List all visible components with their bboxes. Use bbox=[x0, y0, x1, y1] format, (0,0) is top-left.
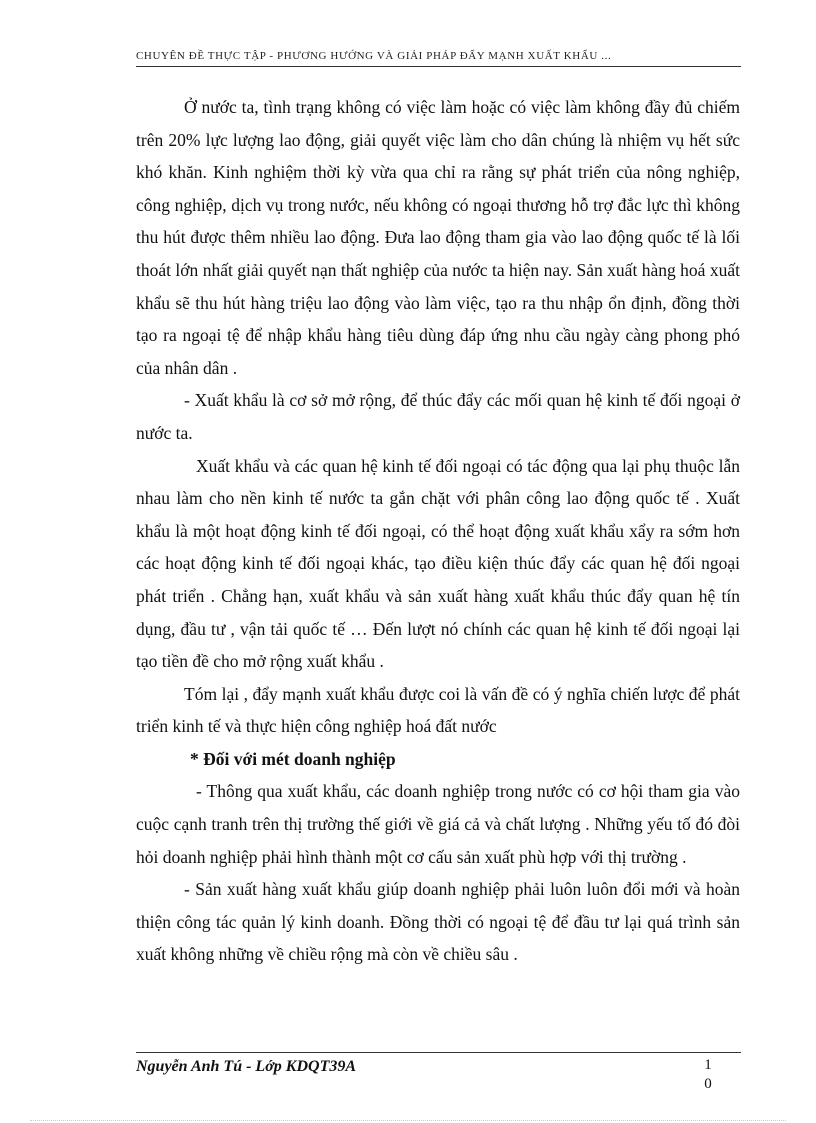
paragraph-competition: - Thông qua xuất khẩu, các doanh nghiệp trong nước có cơ hội tham gia vào cuộc cạnh tranh trên thị trường thế giới về giá cả và chất lượng . Những yếu tố đó đòi hỏi doanh nghiệp phải hình thành một cơ cấu sản xuất phù hợp với thị trường . bbox=[136, 781, 740, 867]
page-boundary bbox=[30, 1120, 786, 1121]
section-heading-enterprise: * Đối với mét doanh nghiệp bbox=[190, 748, 396, 769]
paragraph-innovation: - Sản xuất hàng xuất khẩu giúp doanh nghiệp phải luôn luôn đổi mới và hoàn thiện công tác quản lý kinh doanh. Đồng thời có ngoại tệ để đầu tư lại quá trình sản xuất không những về chiều rộng mà còn về chiều sâu . bbox=[136, 879, 740, 965]
footer-author: Nguyễn Anh Tú - Lớp KDQT39A bbox=[136, 1058, 357, 1075]
paragraph-summary: Tóm lại , đẩy mạnh xuất khẩu được coi là vấn đề có ý nghĩa chiến lược để phát triển kinh tế và thực hiện công nghiệp hoá đất nước bbox=[136, 683, 740, 737]
header-divider bbox=[136, 66, 741, 67]
page-number: 10 bbox=[704, 1057, 712, 1092]
footer-divider bbox=[136, 1052, 741, 1053]
paragraph-employment: Ở nước ta, tình trạng không có việc làm hoặc có việc làm không đầy đủ chiếm trên 20% lực lượng lao động, giải quyết việc làm cho dân chúng là nhiệm vụ hết sức khó khăn. Kinh nghiệm thời kỳ vừa qua chỉ ra rằng sự phát triển của nông nghiệp, công nghiệp, dịch vụ trong nước, nếu không có ngoại thương hỗ trợ đắc lực thì không thu hút được thêm nhiều lao động. Đưa lao động tham gia vào lao động quốc tế là lối thoát lớn nhất giải quyết nạn thất nghiệp của nước ta hiện nay. Sản xuất hàng hoá xuất khẩu sẽ thu hút hàng triệu lao động vào làm việc, tạo ra thu nhập ổn định, đồng thời tạo ra ngoại tệ để nhập khẩu hàng tiêu dùng đáp ứng nhu cầu ngày càng phong phó của nhân dân . bbox=[136, 97, 740, 378]
paragraph-export-expansion: - Xuất khẩu là cơ sở mở rộng, để thúc đẩy các mối quan hệ kinh tế đối ngoại ở nước ta. bbox=[136, 390, 740, 443]
running-header: CHUYÊN ĐỀ THỰC TẬP - PHƯƠNG HƯỚNG VÀ GIẢI PHÁP ĐẨY MẠNH XUẤT KHẨU ... bbox=[136, 50, 612, 62]
paragraph-foreign-relations: Xuất khẩu và các quan hệ kinh tế đối ngoại có tác động qua lại phụ thuộc lẫn nhau làm cho nền kinh tế nước ta gắn chặt với phân công lao động quốc tế . Xuất khẩu là một hoạt động kinh tế đối ngoại, có thể hoạt động xuất khẩu xẩy ra sớm hơn các hoạt động kinh tế đối ngoại khác, tạo điều kiện thúc đẩy các quan hệ đối ngoại phát triển . Chẳng hạn, xuất khẩu và sản xuất hàng xuất khẩu thúc đẩy quan hệ tín dụng, đầu tư , vận tải quốc tế … Đến lượt nó chính các quan hệ kinh tế đối ngoại lại tạo tiền đề cho mở rộng xuất khẩu . bbox=[136, 455, 740, 672]
document-body bbox=[136, 91, 740, 971]
